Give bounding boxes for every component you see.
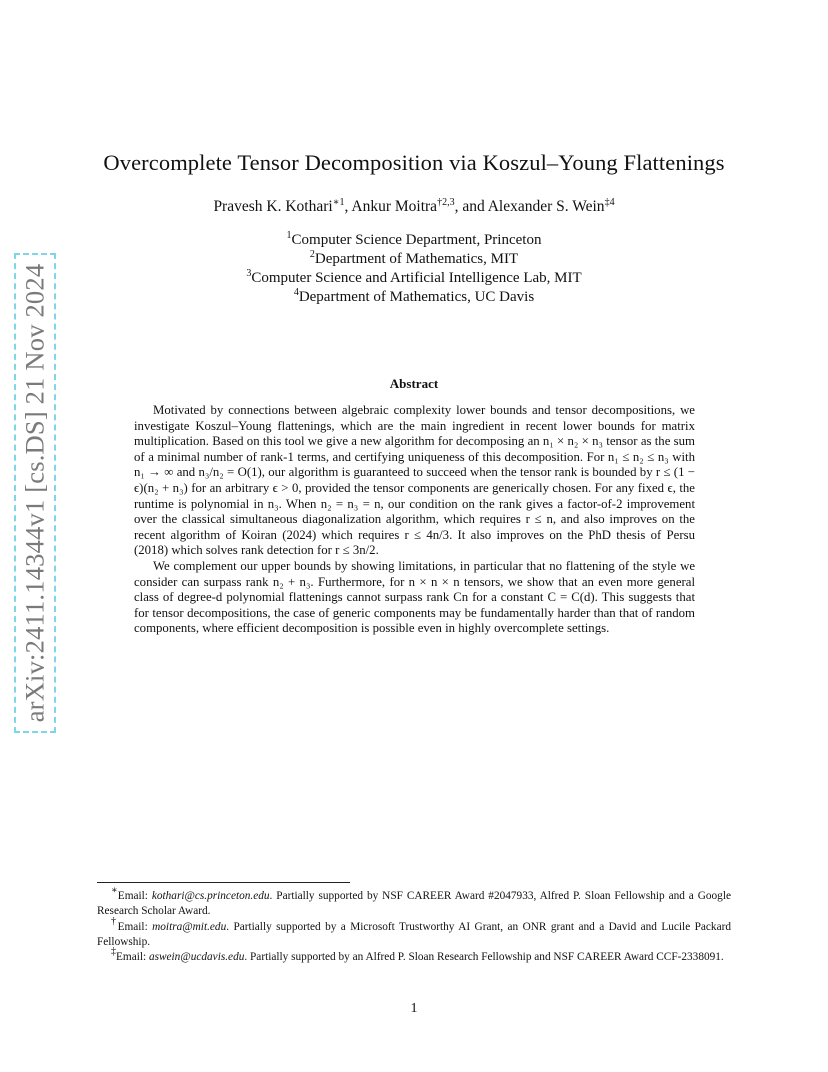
affiliation-text: Department of Mathematics, MIT (314, 251, 519, 267)
affiliation-list (0, 231, 828, 307)
author-mark: †2,3 (437, 197, 455, 208)
arxiv-side-stamp (14, 253, 56, 733)
affiliation-text: Computer Science Department, Princeton (291, 232, 542, 248)
affiliation (0, 269, 828, 288)
footnote-label: Email: (117, 920, 153, 933)
page-number: 1 (410, 1001, 418, 1016)
abstract-heading: Abstract (389, 376, 439, 391)
footnote-mark: ‡ (111, 946, 116, 958)
author-name: Alexander S. Wein (487, 198, 605, 215)
abstract-body (134, 403, 695, 637)
footnote (97, 946, 731, 965)
footnote-text: . Partially supported by an Alfred P. Sloan Research Fellowship and NSF CAREER Award CCF-2338091. (244, 951, 724, 964)
author-name: Ankur Moitra (351, 198, 438, 215)
footnote-text: . Partially supported by a Microsoft Trustworthy AI Grant, an ONR grant and a David and Lucile Packard Fellowship. (97, 920, 732, 948)
affiliation (0, 288, 828, 307)
affiliation-text: Computer Science and Artificial Intelligence Lab, MIT (251, 270, 582, 286)
abstract-paragraph: Motivated by connections between algebraic complexity lower bounds and tensor decompositions, we investigate Koszul–Young flattenings, which are the main ingredient in recent lower bounds for matrix multiplication. Based on this tool we give a new algorithm for decomposing an n₁ × n₂ × n₃ tensor as the sum of a minimal number of rank-1 terms, and certifying uniqueness of this decomposition. For n₁ ≤ n₂ ≤ n₃ with n₁ → ∞ and n₃/n₂ = O(1), our algorithm is guaranteed to succeed when the tensor rank is bounded by r ≤ (1 − ϵ)(n₂ + n₃) for an arbitrary ϵ > 0, provided the tensor components are generically chosen. For any fixed ϵ, the runtime is polynomial in n₃. When n₂ = n₃ = n, our condition on the rank gives a factor-of-2 improvement over the classical simultaneous diagonalization algorithm, which requires r ≤ n, and also improves on the recent algorithm of Koiran (2024) which requires r ≤ 4n/3. It also improves on the PhD thesis of Persu (2018) which solves rank detection for r ≤ 3n/2. (134, 403, 695, 558)
abstract-paragraph: We complement our upper bounds by showing limitations, in particular that no flattening of the style we consider can surpass rank n₂ + n₃. Furthermore, for n × n × n tensors, we show that an even more general class of degree-d polynomial flattenings cannot surpass rank Cn for a constant C = C(d). This suggests that for tensor decompositions, the case of generic components may be fundamentally harder than that of random components, where efficient decomposition is possible even in highly overcomplete settings. (134, 558, 695, 636)
affiliation (0, 231, 828, 250)
footnote-text: . Partially supported by NSF CAREER Award #2047933, Alfred P. Sloan Fellowship and a Google Research Scholar Award. (97, 890, 731, 918)
email-link[interactable]: kothari@cs.princeton.edu (151, 890, 270, 902)
paper-title: Overcomplete Tensor Decomposition via Koszul–Young Flattenings (103, 150, 725, 175)
affiliation-text: Department of Mathematics, UC Davis (298, 289, 535, 305)
affiliation (0, 250, 828, 269)
affiliation-number: 4 (293, 287, 299, 298)
author-name: Pravesh K. Kothari (213, 198, 333, 215)
author-separator: , and (454, 198, 488, 215)
footnote-label: Email: (116, 951, 149, 964)
author-separator: , (344, 198, 352, 215)
affiliation-number: 3 (246, 268, 252, 279)
footnote (97, 915, 732, 951)
arxiv-identifier: arXiv:2411.14344v1 [cs.DS] 21 Nov 2024 (19, 263, 50, 723)
email-link[interactable]: aswein@ucdavis.edu (148, 951, 245, 964)
footnote-mark: † (111, 915, 118, 927)
footnote (97, 885, 731, 920)
author-list (0, 198, 828, 216)
affiliation-number: 2 (309, 249, 315, 260)
footnotes (97, 885, 732, 965)
affiliation-number: 1 (286, 230, 292, 241)
author-mark: ∗1 (332, 197, 345, 208)
author-mark: ‡4 (604, 197, 615, 208)
footnote-rule (97, 882, 350, 883)
email-link[interactable]: moitra@mit.edu (152, 920, 227, 933)
footnote-mark: ∗ (111, 885, 118, 896)
footnote-label: Email: (117, 890, 152, 902)
